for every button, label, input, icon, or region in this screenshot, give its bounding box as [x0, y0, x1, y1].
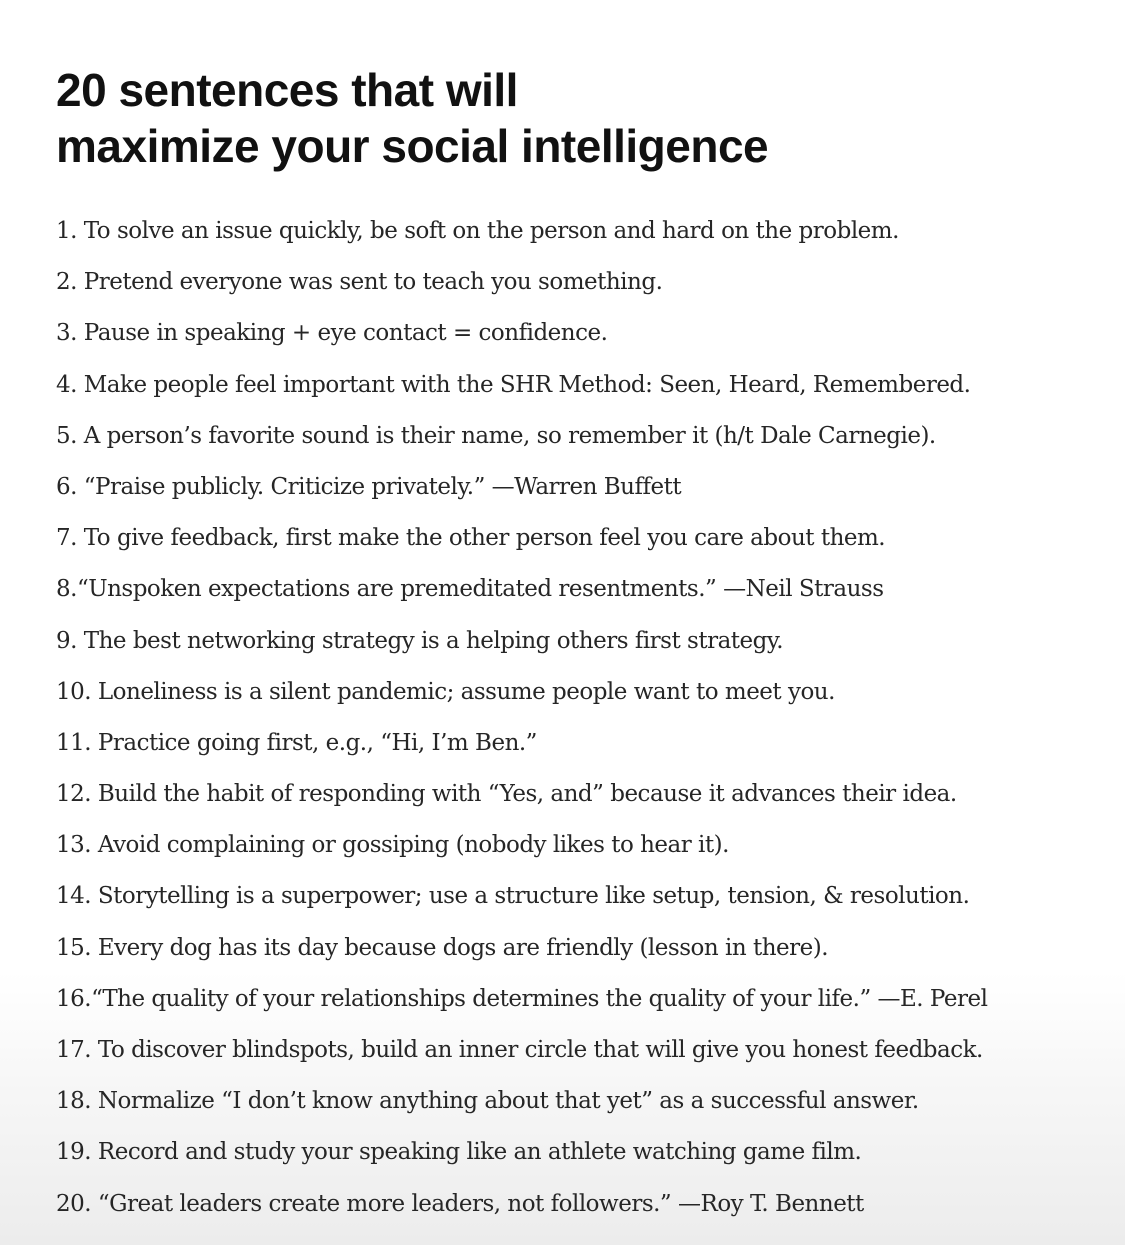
list-item: 10. Loneliness is a silent pandemic; assume people want to meet you. — [56, 678, 835, 705]
list-item: 3. Pause in speaking + eye contact = confidence. — [56, 320, 608, 347]
page-title — [56, 62, 768, 174]
list-item: 4. Make people feel important with the SHR Method: Seen, Heard, Remembered. — [56, 371, 971, 398]
list-item: 9. The best networking strategy is a helping others first strategy. — [56, 627, 784, 654]
list-item: 15. Every dog has its day because dogs are friendly (lesson in there). — [56, 934, 829, 961]
list-item: 12. Build the habit of responding with “Yes, and” because it advances their idea. — [56, 781, 957, 808]
list-item: 7. To give feedback, first make the other person feel you care about them. — [56, 525, 886, 552]
list-item: 13. Avoid complaining or gossiping (nobody likes to hear it). — [56, 832, 729, 859]
list-item: 6. “Praise publicly. Criticize privately.” —Warren Buffett — [56, 473, 682, 500]
list-item: 16.“The quality of your relationships determines the quality of your life.” —E. Perel — [56, 985, 988, 1012]
sentence-list — [56, 206, 1106, 1230]
title-line-1: 20 sentences that will — [56, 64, 518, 116]
list-item: 18. Normalize “I don’t know anything about that yet” as a successful answer. — [56, 1088, 919, 1115]
list-item: 14. Storytelling is a superpower; use a structure like setup, tension, & resolution. — [56, 883, 970, 910]
list-item: 8.“Unspoken expectations are premeditated resentments.” —Neil Strauss — [56, 576, 884, 603]
list-item: 5. A person’s favorite sound is their name, so remember it (h/t Dale Carnegie). — [56, 422, 936, 449]
list-item: 2. Pretend everyone was sent to teach you something. — [56, 269, 663, 296]
list-item: 20. “Great leaders create more leaders, not followers.” —Roy T. Bennett — [56, 1190, 864, 1217]
list-item: 11. Practice going first, e.g., “Hi, I’m Ben.” — [56, 729, 537, 756]
list-item: 19. Record and study your speaking like an athlete watching game film. — [56, 1139, 862, 1166]
title-line-2: maximize your social intelligence — [56, 120, 769, 172]
list-item: 17. To discover blindspots, build an inner circle that will give you honest feedback. — [56, 1037, 983, 1063]
list-item: 1. To solve an issue quickly, be soft on the person and hard on the problem. — [56, 218, 899, 244]
